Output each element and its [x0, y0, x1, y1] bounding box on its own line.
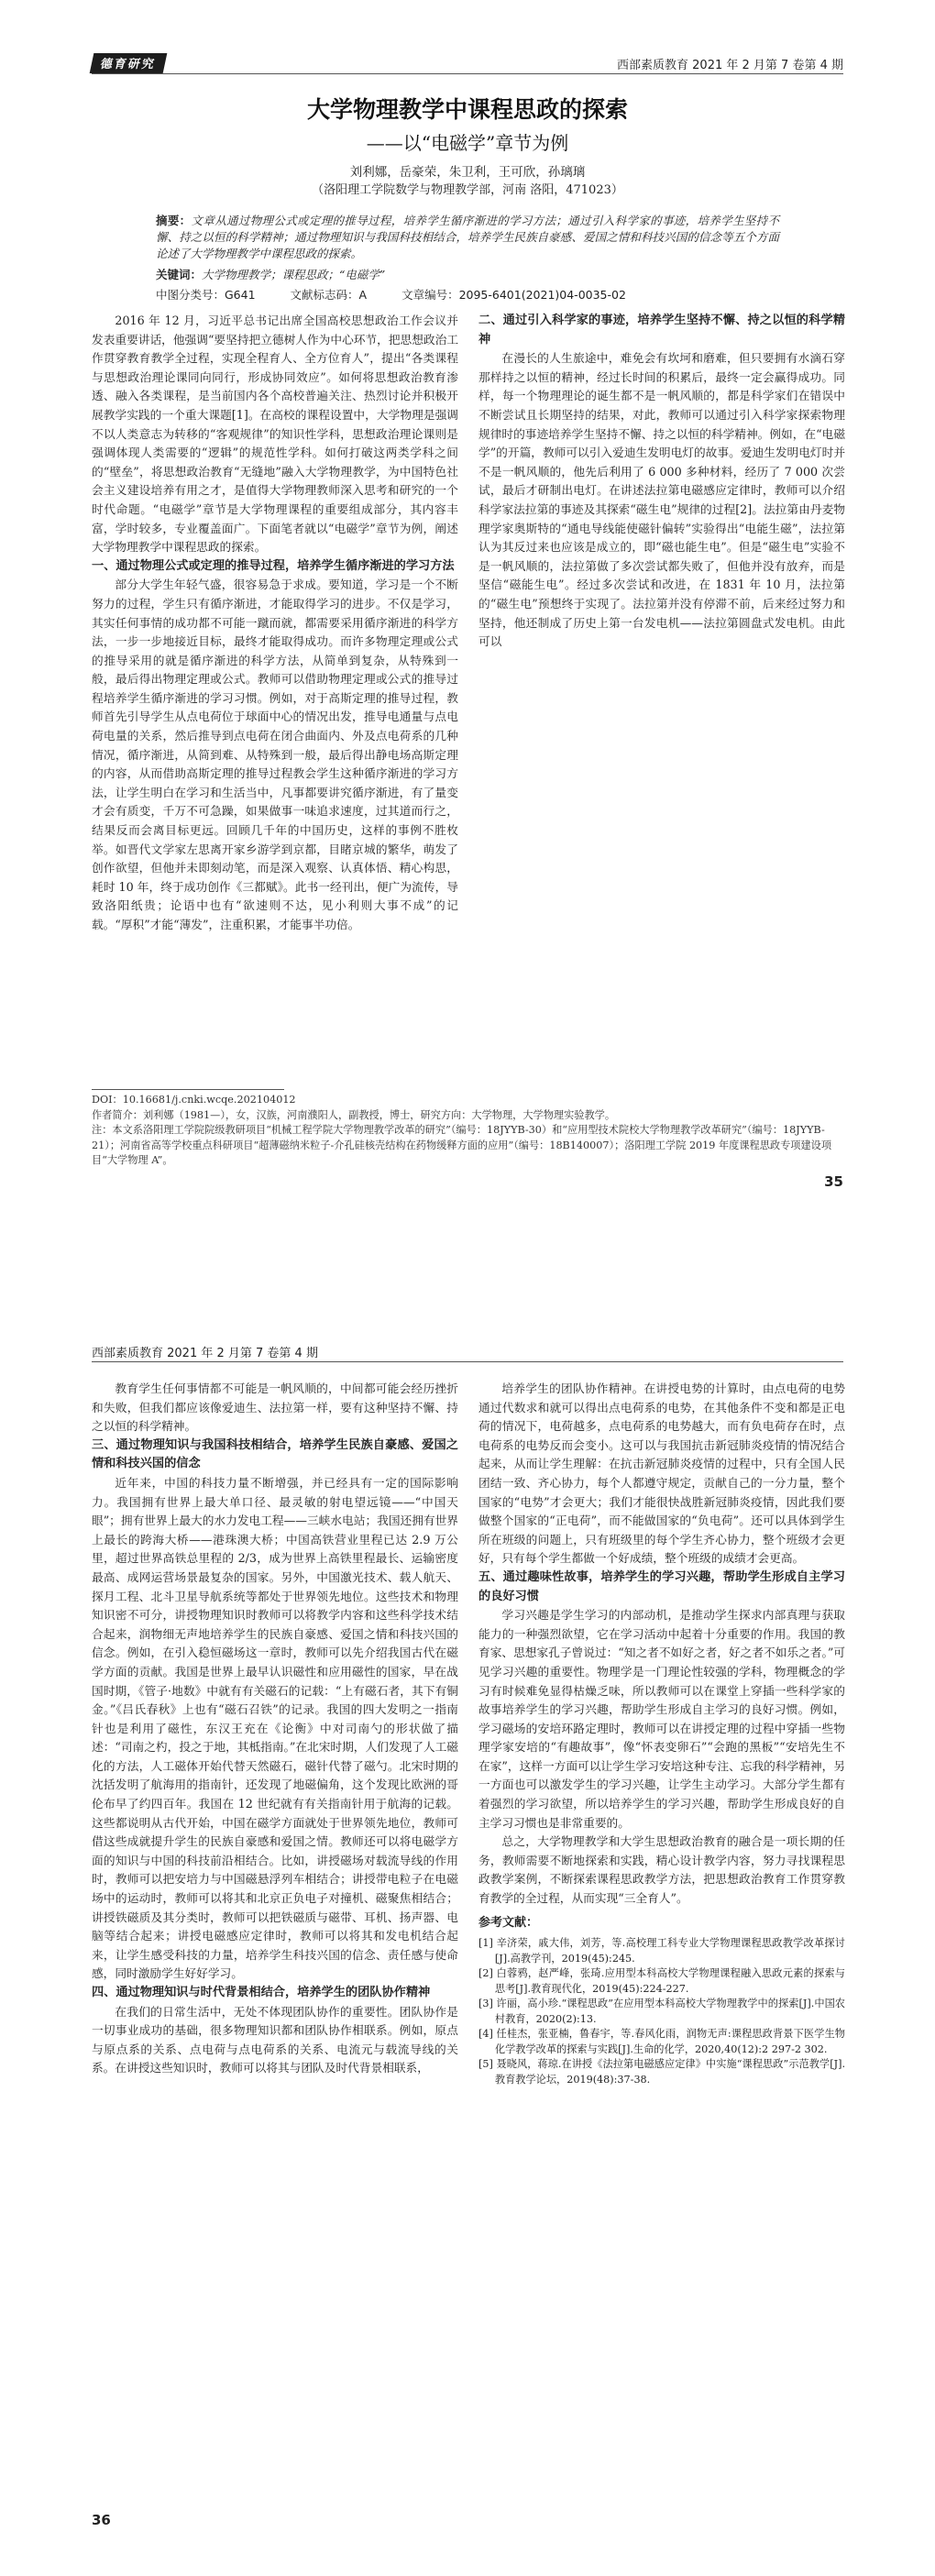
references [478, 1914, 845, 2088]
reference-item: [4] 任桂杰，张亚楠，鲁春宇，等.春风化雨，润物无声:课程思政背景下医学生物化学教学改革的探索与实践[J].生命的化学，2020,40(12):2 297-2 302. [478, 2028, 845, 2055]
clc-code: 中图分类号：G641 [156, 288, 256, 302]
paragraph: 教育学生任何事情都不可能是一帆风顺的，中间都可能会经历挫折和失败，但我们都应该像爱迪生、法拉第一样，要有这种坚持不懈、持之以恒的科学精神。 [92, 1382, 458, 1434]
abstract [156, 213, 779, 262]
reference-item: [3] 许丽，高小珍.“课程思政”在应用型本科高校大学物理教学中的探索[J].中国农村教育，2020(2):13. [478, 1998, 845, 2025]
article-subtitle: ——以“电磁学”章节为例 [366, 132, 569, 154]
paragraph: 总之，大学物理教学和大学生思想政治教育的融合是一项长期的任务，教师需要不断地探索和实践，精心设计教学内容，努力寻找课程思政教学案例，不断探索课程思政教学方法，把思想政治教育工作贯穿教育教学的全过程，从而实现“三全育人”。 [478, 1834, 845, 1906]
keywords-label: 关键词： [156, 268, 203, 281]
references-title: 参考文献： [478, 1915, 539, 1930]
section-tag: 德育研究 [90, 53, 168, 73]
body-column-right [478, 312, 845, 1082]
section-heading: 三、通过物理知识与我国科技相结合，培养学生民族自豪感、爱国之情和科技兴国的信念 [92, 1437, 458, 1471]
paragraph: 在漫长的人生旅途中，难免会有坎坷和磨难，但只要拥有水滴石穿那样持之以恒的精神，经过长时间的积累后，最终一定会赢得成功。同样，每一个物理理论的诞生都不是一帆风顺的，都是科学家们在错误中不断尝试且长期坚持的结果，对此，教师可以通过引入科学家探索物理规律时的事迹培养学生坚持不懈、持之以恒的科学精神。例如，在“电磁学”的开篇，教师可以引入爱迪生发明电灯的故事。爱迪生发明电灯时并不是一帆风顺的，他先后利用了 6 000 多种材料，经历了 7 000 次尝试，最后才研制出电灯。在讲述法拉第电磁感应定律时，教师可以介绍科学家法拉第的事迹及其探索“磁生电”规律的过程[2]。法拉第由丹麦物理学家奥斯特的“通电导线能使磁针偏转”实验得出“电能生磁”，法拉第认为其反过来也应该是成立的，即“磁也能生电”。但是“磁生电”实验不是一帆风顺的，法拉第做了多次尝试都失败了，但他并没有放弃，而是坚信“磁能生电”。经过多次尝试和改进，在 1831 年 10 月，法拉第的“磁生电”预想终于实现了。法拉第并没有停滞不前，后来经过努力和坚持，他还制成了历史上第一台发电机——法拉第圆盘式发电机。由此可以 [478, 351, 845, 649]
footnote-funding: 注：本文系洛阳理工学院院级教研项目“机械工程学院大学物理教学改革的研究”（编号：18JYYB-30）和“应用型技术院校大学物理教学改革研究”（编号：18JYYB-21）；河南省高等学校重点科研项目“超薄磁纳米粒子-介孔硅核壳结构在药物缓释方面的应用”（编号：18B140007）；洛阳理工学院 2019 年度课程思政专项建设项目“大学物理 A”。 [92, 1124, 832, 1166]
classification-line [156, 286, 779, 303]
footnotes [92, 1093, 843, 1169]
reference-item: [1] 辛济荣，戚大伟，刘芳，等.高校理工科专业大学物理课程思政教学改革探讨[J].高教学刊，2019(45):245. [478, 1937, 845, 1965]
page-36 [0, 1288, 935, 2576]
article-number: 文章编号：2095-6401(2021)04-0035-02 [402, 288, 626, 302]
body-column-left [92, 312, 458, 1082]
section-heading: 一、通过物理公式或定理的推导过程，培养学生循序渐进的学习方法 [92, 558, 455, 573]
footnote-doi: DOI：10.16681/j.cnki.wcqe.202104012 [92, 1094, 296, 1106]
paragraph: 部分大学生年轻气盛，很容易急于求成。要知道，学习是一个不断努力的过程，学生只有循序渐进，才能取得学习的进步。不仅是学习，其实任何事情的成功都不可能一蹴而就，都需要采用循序渐进的科学方法，一步一步地接近目标，最终才能取得成功。而许多物理定理或公式的推导采用的就是循序渐进的科学方法，从简单到复杂，从特殊到一般，最后得出物理定理或公式。教师可以借助物理定理或公式的推导过程培养学生循序渐进的学习习惯。例如，对于高斯定理的推导过程，教师首先引导学生从点电荷位于球面中心的情况出发，推导电通量与点电荷电量的关系，然后推导到点电荷在闭合曲面内、外及点电荷系的几种情况，循序渐进，从简到难、从特殊到一般，最后得出静电场高斯定理的内容，从而借助高斯定理的推导过程教会学生这种循序渐进的学习方法，让学生明白在学习和生活当中，凡事都要讲究循序渐进，有了量变才会有质变，千万不可急躁，如果做事一味追求速度，过其道而行之，结果反而会离目标更远。回顾几千年的中国历史，这样的事例不胜枚举。如晋代文学家左思离开家乡游学到京都，目睹京城的繁华，萌发了创作欲望，但他并未即刻动笔，而是深入观察、认真体悟、精心构思，耗时 10 年，终于成功创作《三都赋》。此书一经刊出，便广为流传，导致洛阳纸贵；论语中也有“欲速则不达，见小利则大事不成”的记载。“厚积”才能“薄发”，注重积累，才能事半功倍。 [92, 578, 458, 931]
abstract-label: 摘要： [156, 214, 192, 227]
page-number: 35 [824, 1173, 843, 1190]
document-code: 文献标志码：A [290, 288, 368, 302]
section-heading: 五、通过趣味性故事，培养学生的学习兴趣，帮助学生形成自主学习的良好习惯 [478, 1569, 845, 1603]
section-heading: 二、通过引入科学家的事迹，培养学生坚持不懈、持之以恒的科学精神 [478, 314, 845, 347]
affiliation: （洛阳理工学院数学与物理教学部，河南 洛阳，471023） [312, 183, 623, 197]
paragraph: 在我们的日常生活中，无处不体现团队协作的重要性。团队协作是一切事业成功的基础，很多物理知识都和团队协作相联系。例如，原点与原点系的关系、点电荷与点电荷系的关系、电流元与载流导线的关系。在讲授这些知识时，教师可以将其与团队及时代背景相联系， [92, 2004, 458, 2075]
abstract-text: 文章从通过物理公式或定理的推导过程，培养学生循序渐进的学习方法；通过引入科学家的事迹，培养学生坚持不懈、持之以恒的科学精神；通过物理知识与我国科技相结合，培养学生民族自豪感、爱国之情和科技兴国的信念等五个方面论述了大学物理教学中课程思政的探索。 [156, 214, 779, 260]
footnote-author: 作者简介：刘利娜（1981—），女，汉族，河南濮阳人，副教授，博士，研究方向：大学物理，大学物理实验教学。 [92, 1108, 616, 1121]
paragraph: 近年来，中国的科技力量不断增强，并已经具有一定的国际影响力。我国拥有世界上最大单口径、最灵敏的射电望远镜——“中国天眼”；拥有世界上最大的水力发电工程——三峡水电站；我国还拥有世界上最长的跨海大桥——港珠澳大桥；中国高铁营业里程已达 2.9 万公里，超过世界高铁总里程的 2/3，成为世界上高铁里程最长、运输密度最高、成网运营场景最复杂的国家。另外，中国激光技术、载人航天、探月工程、北斗卫星导航系统等都处于世界领先地位。这些技术和物理知识密不可分，讲授物理知识时教师可以将教学内容和这些科学技术结合起来，润物细无声地培养学生的民族自豪感、爱国之情和科技兴国的信念。例如，在引入稳恒磁场这一章时，教师可以先介绍我国古代在磁学方面的贡献。我国是世界上最早认识磁性和应用磁性的国家，早在战国时期，《管子·地数》中就有有关磁石的记载：“上有磁石者，其下有铜金。”《吕氏春秋》上也有“磁石召铁”的记录。我国的四大发明之一指南针也是利用了磁性，东汉王充在《论衡》中对司南勺的形状做了描述：“司南之杓，投之于地，其柢指南。”在北宋时期，人们发现了人工磁化的方法，人工磁体开始代替天然磁石，磁针代替了磁勺。北宋时期的沈括发明了航海用的指南针，还发现了地磁偏角，这个发现比欧洲的哥伦布早了约四百年。我国在 12 世纪就有有关指南针用于航海的记载。这些都说明从古代开始，中国在磁学方面就处于世界领先地位，教师可借这些成就提升学生的民族自豪感和爱国之情。教师还可以将电磁学方面的知识与中国的科技前沿相结合。比如，讲授磁场对载流导线的作用时，教师可以把安培力与中国磁悬浮列车相结合；讲授带电粒子在电磁场中的运动时，教师可以将其和北京正负电子对撞机、磁聚焦相结合；讲授铁磁质及其分类时，教师可以把铁磁质与磁带、耳机、扬声器、电脑等结合起来；讲授电磁感应定律时，教师可以将其和发电机结合起来，让学生感受科技的力量，培养学生科技兴国的信念、责任感与使命感，同时激励学生好好学习。 [92, 1475, 458, 1981]
journal-info: 西部素质教育 2021 年 2 月第 7 卷第 4 期 [92, 1347, 318, 1360]
reference-item: [2] 白蓉鸦，赵严峰，张琦.应用型本科高校大学物理课程融入思政元素的探索与思考[J].教育现代化，2019(45):224-227. [478, 1967, 845, 1995]
author-list: 刘利娜，岳豪荣，朱卫利，王可欣，孙璃璃 [349, 165, 586, 180]
paragraph: 培养学生的团队协作精神。在讲授电势的计算时，由点电荷的电势通过代数求和就可以得出点电荷系的电势，在其他条件不变和都是正电荷的情况下，电荷越多，点电荷系的电势越大，而有负电荷存在时，点电荷系的电势反而会变小。这可以与我国抗击新冠肺炎疫情的情况结合起来，从而让学生理解：在抗击新冠肺炎疫情的过程中，只有全国人民团结一致、齐心协力，每个人都遵守规定，贡献自己的一分力量，整个国家的“电势”才会更大；我们才能很快战胜新冠肺炎疫情，因此我们要做整个国家的“正电荷”，而不能做国家的“负电荷”。还可以具体到学生所在班级的问题上，只有班级里的每个学生齐心协力，整个班级才会更好，只有每个学生都做一个好成绩，整个班级的成绩才会更高。 [478, 1382, 845, 1566]
body-column-left [92, 1380, 458, 2507]
section-heading: 四、通过物理知识与时代背景相结合，培养学生的团队协作精神 [92, 1986, 431, 1999]
keywords [156, 266, 779, 282]
page-number: 36 [92, 2512, 111, 2528]
body-column-right [478, 1380, 845, 2507]
reference-item: [5] 聂晓风，蒋琼.在讲授《法拉第电磁感应定律》中实施“课程思政”示范教学[J].教育教学论坛，2019(48):37-38. [478, 2058, 845, 2086]
paragraph: 学习兴趣是学生学习的内部动机，是推动学生探求内部真理与获取能力的一种强烈欲望，它在学习活动中起着十分重要的作用。我国的教育家、思想家孔子曾说过：“知之者不如好之者，好之者不如乐之者。”可见学习兴趣的重要性。物理学是一门理论性较强的学科，物理概念的学习有时候难免显得枯燥乏味，所以教师可以在课堂上穿插一些科学家的故事培养学生的学习兴趣，帮助学生形成自主学习的良好习惯。例如，学习磁场的安培环路定理时，教师可以在讲授定理的过程中穿插一些物理学家安培的“有趣故事”，像“怀表变卵石”“会跑的黑板”“安培先生不在家”，这样一方面可以让学生学习安培这种专注、忘我的科学精神，另一方面也可以激发学生的学习兴趣，让学生主动学习。大部分学生都有着强烈的学习欲望，所以培养学生的学习兴趣，帮助学生形成良好的自主学习习惯也是非常重要的。 [478, 1608, 845, 1830]
journal-info: 西部素质教育 2021 年 2 月第 7 卷第 4 期 [617, 59, 843, 72]
keywords-text: 大学物理教学；课程思政；“电磁学” [202, 268, 386, 281]
paragraph: 2016 年 12 月，习近平总书记出席全国高校思想政治工作会议并发表重要讲话，他强调“要坚持把立德树人作为中心环节，把思想政治工作贯穿教育教学全过程，实现全程育人、全方位育人”，提出“各类课程与思想政治理论课同向同行，形成协同效应”。如何将思想政治教育渗透、融入各类课程，是当前国内各个高校普遍关注、热烈讨论并积极开展教学实践的一个重大课题[1]。在高校的课程设置中，大学物理是强调不以人类意志为转移的“客观规律”的知识性学科，思想政治理论课则是强调体现人类需要的“逻辑”的规范性学科。如何打破这两类学科之间的“壁垒”，将思想政治教育“无缝地”融入大学物理教学，为中国特色社会主义建设培养有用之才，是值得大学物理教师深入思考和研究的一个时代命题。“电磁学”章节是大学物理课程的重要组成部分，其内容丰富，学时较多，专业覆盖面广。下面笔者就以“电磁学”章节为例，阐述大学物理教学中课程思政的探索。 [92, 314, 458, 555]
running-header [92, 1341, 843, 1362]
article-title: 大学物理教学中课程思政的探索 [306, 96, 628, 123]
footnote-rule [92, 1089, 284, 1090]
running-header [92, 53, 843, 74]
